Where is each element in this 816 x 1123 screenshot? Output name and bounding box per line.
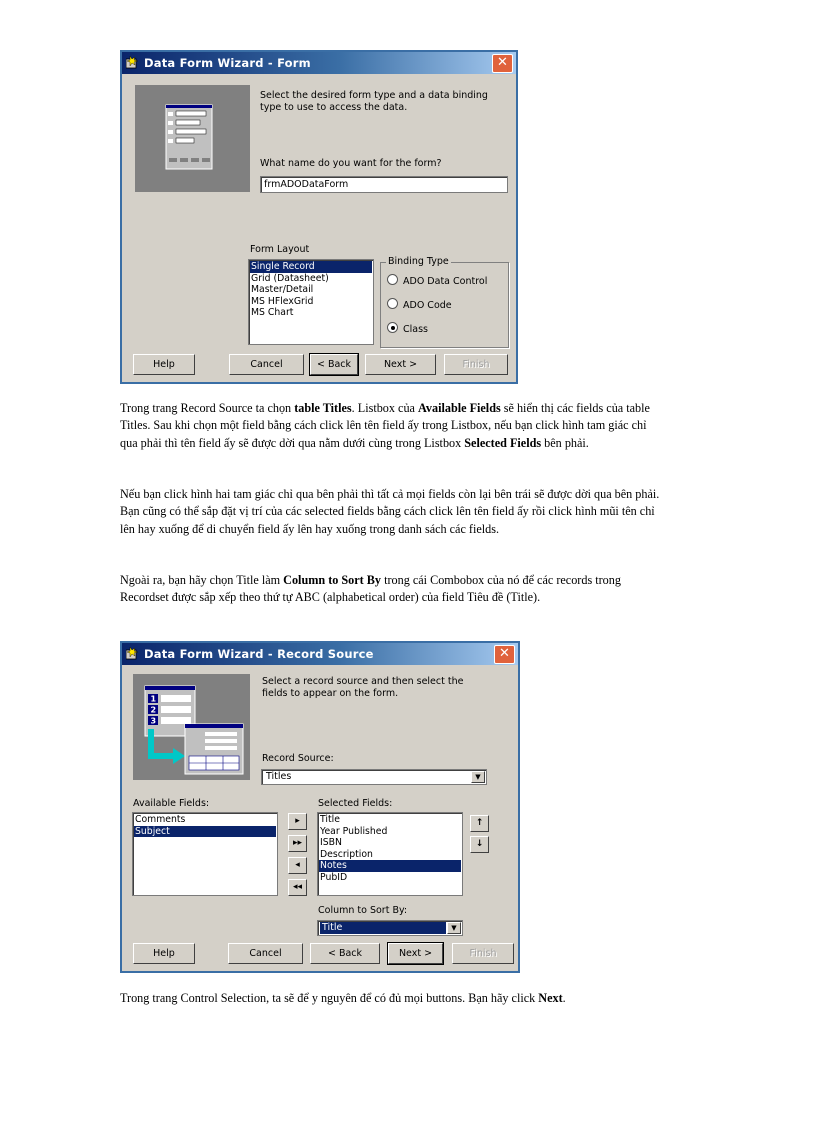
move-down-button[interactable]: ↓: [470, 836, 489, 853]
radio-class[interactable]: [387, 322, 428, 335]
wizard-app-icon: [126, 647, 140, 660]
list-item[interactable]: MS HFlexGrid: [251, 295, 314, 307]
move-up-button[interactable]: ↑: [470, 815, 489, 832]
selected-fields-list[interactable]: [317, 812, 463, 896]
record-source-label: Record Source:: [262, 753, 334, 764]
dialog-title: Data Form Wizard - Form: [144, 56, 311, 70]
move-right-button[interactable]: ▸: [288, 813, 307, 830]
cancel-button[interactable]: Cancel: [228, 943, 303, 964]
dialog-description: Select the desired form type and a data binding type to use to access the data.: [260, 90, 488, 113]
form-name-input[interactable]: frmADODataForm: [260, 176, 508, 193]
list-item[interactable]: Year Published: [320, 825, 388, 837]
record-source-dialog: [120, 641, 520, 973]
radio-label: Class: [403, 324, 428, 335]
close-icon: ✕: [499, 646, 510, 661]
paragraph-move-all: Nếu bạn click hình hai tam giác chỉ qua bên phải thì tất cả mọi fields còn lại bên trái sẽ được dời qua bên phải. Bạn cũng có thể sắp đặt vị trí của các selected fields bằng cách click lên tên field ấy rồi click hình mũi tên chỉ lên hay xuống để di chuyển field ấy lên hay xuống trong danh sách các fields.: [120, 487, 660, 536]
bold-text: Selected Fields: [464, 435, 542, 450]
list-item[interactable]: ISBN: [320, 837, 342, 849]
form-wizard-dialog: [120, 50, 518, 384]
form-illustration: [135, 85, 250, 192]
next-button[interactable]: Next >: [365, 354, 436, 375]
selected-fields-label: Selected Fields:: [318, 798, 393, 809]
move-left-button[interactable]: ◂: [288, 857, 307, 874]
next-button[interactable]: Next >: [388, 943, 443, 964]
text: bên phải.: [541, 435, 589, 450]
radio-ado-data-control[interactable]: [387, 274, 487, 287]
paragraph-record-source: [120, 400, 660, 452]
bold-text: Available Fields: [418, 401, 501, 415]
sort-column-combobox[interactable]: [317, 920, 463, 936]
dropdown-arrow-icon[interactable]: ▼: [471, 771, 485, 783]
form-picture-icon: [135, 85, 250, 192]
radio-icon: [387, 274, 398, 285]
list-item[interactable]: MS Chart: [251, 307, 294, 319]
dialog-title-bar: [122, 52, 516, 74]
dialog-description: Select a record source and then select the fields to appear on the form.: [262, 676, 464, 699]
row-number: 3: [150, 716, 157, 726]
list-item[interactable]: Comments: [135, 814, 186, 825]
record-picture-icon: [133, 674, 250, 780]
list-item[interactable]: Description: [320, 848, 373, 860]
sort-column-label: Column to Sort By:: [318, 905, 408, 916]
dropdown-arrow-icon[interactable]: ▼: [447, 922, 461, 934]
combo-value: Titles: [266, 771, 292, 782]
row-number: 1: [150, 694, 157, 704]
close-button[interactable]: [492, 54, 513, 73]
finish-button[interactable]: Finish: [452, 943, 514, 964]
help-button[interactable]: Help: [133, 354, 195, 375]
help-button[interactable]: Help: [133, 943, 195, 964]
list-item[interactable]: Notes: [319, 860, 461, 872]
paragraph-control-selection: [120, 990, 660, 1007]
finish-button[interactable]: Finish: [444, 354, 508, 375]
text: . Listbox của: [351, 401, 418, 415]
paragraph-sort: [120, 572, 660, 607]
record-source-combobox[interactable]: [261, 769, 487, 785]
available-fields-label: Available Fields:: [133, 798, 210, 809]
cancel-button[interactable]: Cancel: [229, 354, 304, 375]
list-item[interactable]: Subject: [134, 826, 276, 838]
move-all-right-button[interactable]: ▸▸: [288, 835, 307, 852]
radio-label: ADO Code: [403, 300, 452, 311]
text: Trong trang Record Source ta chọn: [120, 401, 295, 415]
move-all-left-button[interactable]: ◂◂: [288, 879, 307, 896]
radio-label: ADO Data Control: [403, 276, 488, 287]
binding-type-label: Binding Type: [388, 256, 449, 267]
record-source-illustration: [133, 674, 250, 780]
list-item[interactable]: Single Record: [250, 261, 372, 273]
row-number: 2: [150, 705, 157, 715]
text: .: [562, 991, 566, 1005]
radio-icon: [387, 298, 398, 309]
radio-selected-icon: [387, 322, 398, 333]
text: sẽ hiển thị các fields của table Titles. Sau khi chọn một field bằng cách click lên tên field ấy trong Listbox, nếu bạn click hình tam giác chỉ qua phải thì tên field ấy sẽ được dời qua nằm dưới cùng trong Listbox: [120, 401, 650, 450]
combo-value: Title: [320, 922, 446, 934]
wizard-app-icon: [126, 56, 140, 69]
list-item[interactable]: PubID: [320, 871, 348, 883]
text: trong cái Combobox của nó để các records trong Recordset được sắp xếp theo thứ tự ABC (alphabetical order) của field Tiêu đề (Title).: [120, 573, 621, 605]
back-button[interactable]: < Back: [310, 354, 358, 375]
radio-ado-code[interactable]: [387, 298, 452, 311]
binding-type-group: [380, 256, 509, 348]
form-name-label: What name do you want for the form?: [260, 158, 442, 169]
bold-text: Next: [538, 991, 563, 1005]
dialog-title: Data Form Wizard - Record Source: [144, 647, 374, 661]
close-icon: ✕: [497, 55, 508, 70]
text: Trong trang Control Selection, ta sẽ để y nguyên để có đủ mọi buttons. Bạn hãy click: [120, 991, 539, 1005]
back-button[interactable]: < Back: [310, 943, 380, 964]
text: Ngoài ra, bạn hãy chọn Title làm: [120, 573, 284, 587]
list-item[interactable]: Title: [320, 814, 340, 825]
available-fields-list[interactable]: [132, 812, 278, 896]
close-button[interactable]: [494, 645, 515, 664]
list-item[interactable]: Master/Detail: [251, 284, 314, 296]
bold-text: table Titles: [294, 401, 352, 415]
form-layout-list[interactable]: [248, 259, 374, 345]
list-item[interactable]: Grid (Datasheet): [251, 272, 329, 284]
dialog-title-bar: [122, 643, 518, 665]
form-layout-label: Form Layout: [250, 244, 310, 255]
bold-text: Column to Sort By: [283, 573, 382, 587]
